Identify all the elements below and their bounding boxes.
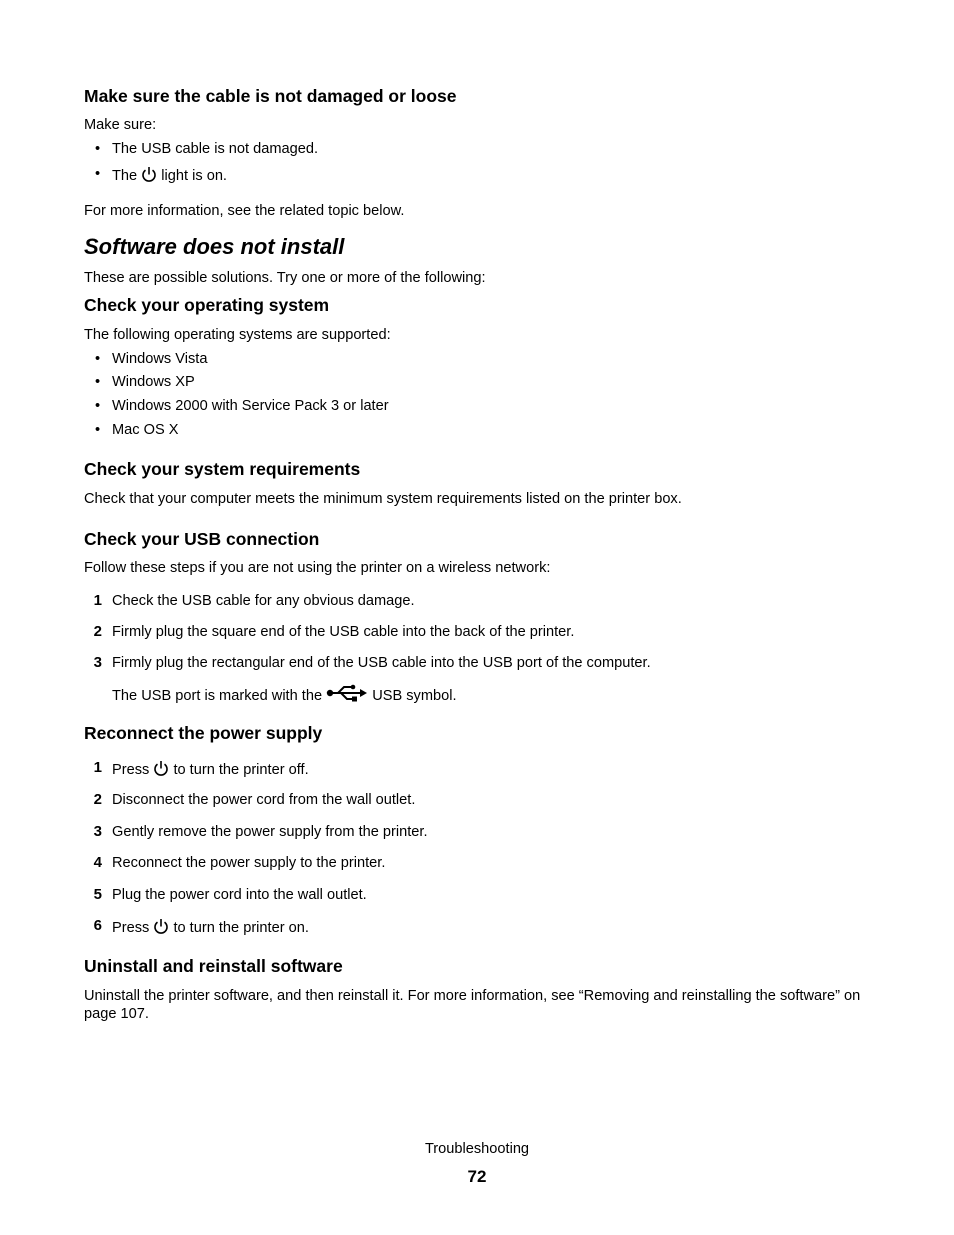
usb-intro: Follow these steps if you are not using the printer on a wireless network: [84,560,551,576]
section-heading-uninstall: Uninstall and reinstall software [84,956,343,976]
bullet-icon: • [95,374,101,390]
list-item [82,654,651,672]
step-text: Firmly plug the rectangular end of the USB cable into the USB port of the computer. [112,655,651,671]
step-number: 1 [93,759,102,776]
list-item: • The USB cable is not damaged. [95,141,319,157]
more-info-text: For more information, see the related topic below. [84,203,405,219]
step-number: 4 [93,854,102,871]
step-number: 1 [93,592,102,609]
cable-intro: Make sure: [84,117,157,133]
uninstall-text: Uninstall the printer software, and then reinstall it. For more information, see “Removing and reinstalling the software” on page 107. [84,988,861,1022]
bullet-icon: • [95,422,101,438]
section-heading-requirements: Check your system requirements [84,459,361,479]
list-item [95,166,227,184]
bullet-icon: • [95,398,101,414]
list-item [82,886,367,904]
page-number: 72 [467,1167,487,1186]
list-item [82,823,428,841]
step-text: Press to turn the printer off. [112,762,309,778]
step-text: Press to turn the printer on. [112,920,309,936]
list-item [82,791,416,809]
step-number: 6 [93,917,102,934]
usb-icon [326,684,368,702]
bullet-text-post: light is on. [161,168,227,184]
list-item [82,854,386,872]
bullet-text-pre: The [112,168,138,184]
list-item [82,759,309,778]
list-item: • Windows 2000 with Service Pack 3 or later [95,398,389,414]
step-text: Firmly plug the square end of the USB cable into the back of the printer. [112,624,575,640]
power-icon [141,166,157,183]
step-number: 3 [93,823,102,840]
step-text: Plug the power cord into the wall outlet. [112,887,367,903]
step-text: Disconnect the power cord from the wall outlet. [112,792,416,808]
list-item [82,623,575,641]
step-text: Reconnect the power supply to the printer. [112,855,386,871]
os-intro: The following operating systems are supported: [84,327,391,343]
section-heading-usb: Check your USB connection [84,529,320,549]
list-item [82,917,309,936]
list-item: • Windows XP [95,374,195,390]
list-item [82,592,415,610]
section-heading-power: Reconnect the power supply [84,723,323,743]
bullet-icon: • [95,351,101,367]
footer-section: Troubleshooting [424,1141,530,1157]
usb-note: The USB port is marked with the USB symbol. [112,684,457,704]
step-text: Check the USB cable for any obvious damage. [112,593,415,609]
requirements-text: Check that your computer meets the minimum system requirements listed on the printer box. [84,491,682,507]
list-item: • Windows Vista [95,351,208,367]
step-number: 3 [93,654,102,671]
step-text: Gently remove the power supply from the printer. [112,824,428,840]
power-icon [153,918,169,935]
step-number: 2 [93,791,102,808]
power-icon [153,760,169,777]
solutions-intro: These are possible solutions. Try one or more of the following: [84,270,486,286]
step-number: 2 [93,623,102,640]
bullet-icon: • [95,166,101,182]
section-heading-cable: Make sure the cable is not damaged or loose [84,86,457,106]
bullet-icon: • [95,141,101,157]
page-title: Software does not install [84,234,345,259]
section-heading-os: Check your operating system [84,295,330,315]
list-item: • Mac OS X [95,422,179,438]
step-number: 5 [93,886,102,903]
